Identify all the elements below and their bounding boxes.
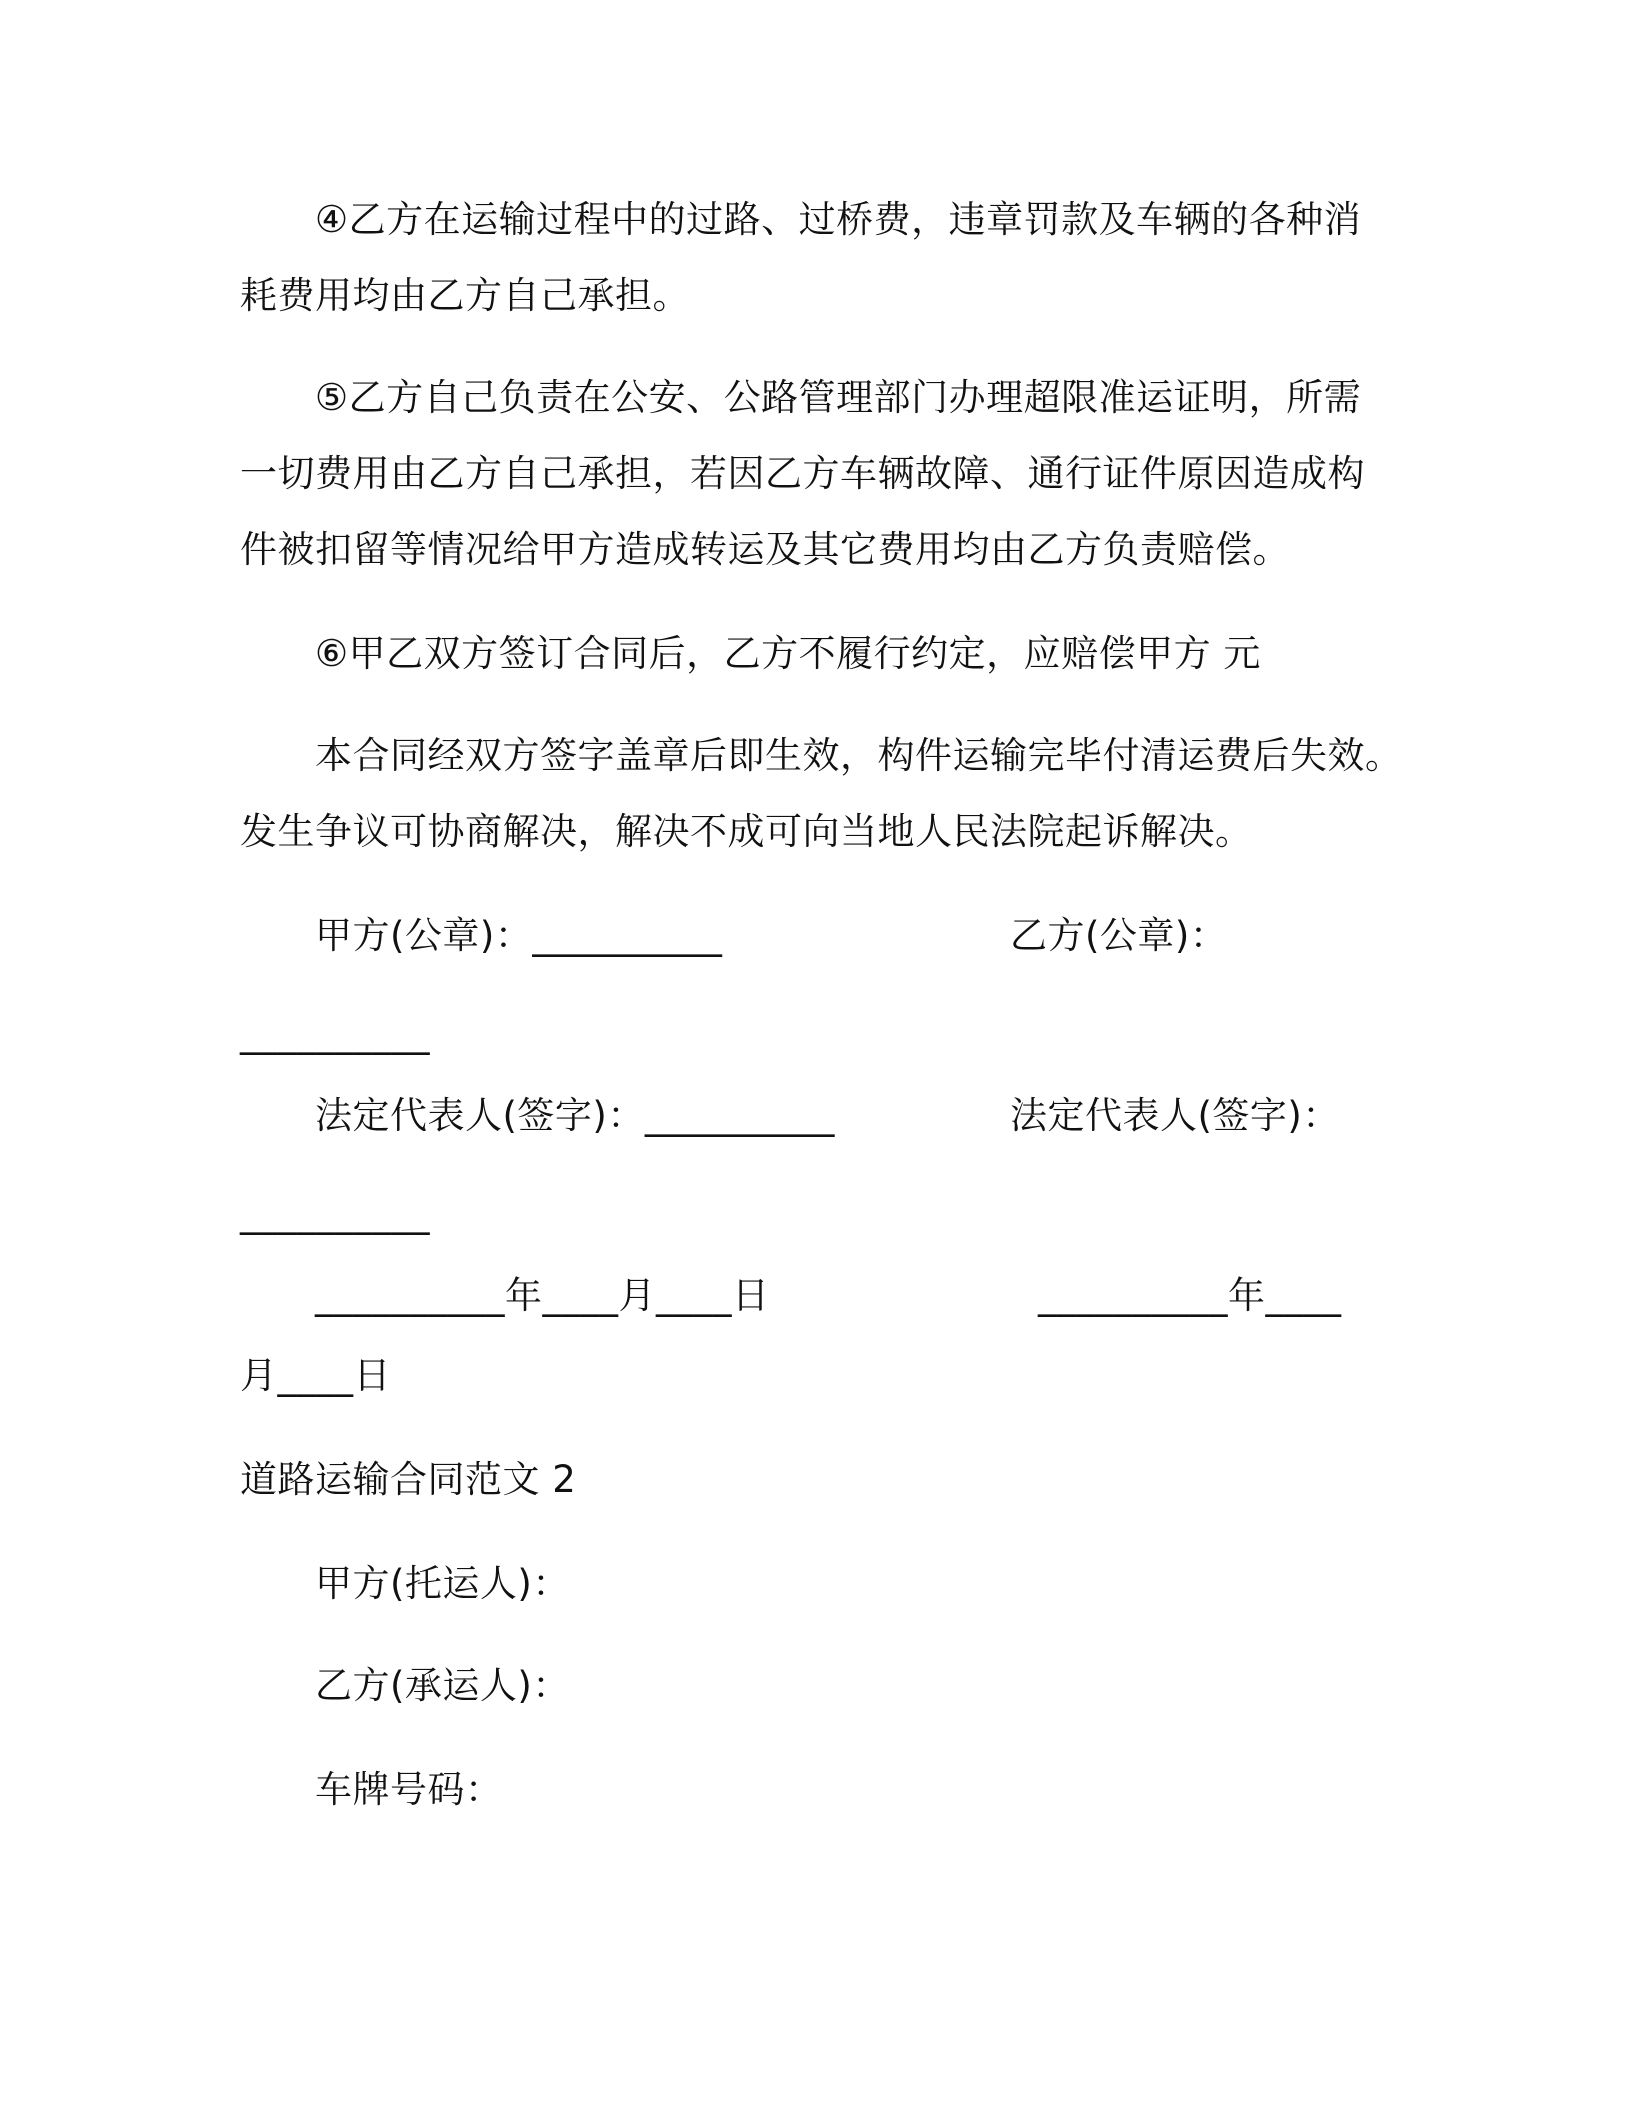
carrier-label: 乙方(承运人)：	[315, 1664, 570, 1707]
clause-6-line-1: ⑥甲乙双方签订合同后，乙方不履行约定，应赔偿甲方 元	[315, 632, 1261, 675]
party-b-seal-blank: __________	[240, 1012, 430, 1055]
clause-4-line-1: ④乙方在运输过程中的过路、过桥费，违章罚款及车辆的各种消	[315, 198, 1362, 241]
party-b-seal: 乙方(公章)：	[1010, 914, 1228, 957]
party-b-representative: 法定代表人(签字)：	[1010, 1094, 1340, 1137]
clause-4-line-2: 耗费用均由乙方自己承担。	[240, 274, 690, 317]
validity-line-2: 发生争议可协商解决，解决不成可向当地人民法院起诉解决。	[240, 810, 1253, 853]
clause-5-line-2: 一切费用由乙方自己承担，若因乙方车辆故障、通行证件原因造成构	[240, 452, 1365, 495]
party-a-representative: 法定代表人(签字)：__________	[315, 1094, 835, 1137]
clause-5-line-1: ⑤乙方自己负责在公安、公路管理部门办理超限准运证明，所需	[315, 376, 1362, 419]
clause-5-line-3: 件被扣留等情况给甲方造成转运及其它费用均由乙方负责赔偿。	[240, 528, 1290, 571]
party-a-date: __________年____月____日	[315, 1274, 770, 1317]
party-b-date: __________年____	[1038, 1274, 1342, 1317]
party-b-representative-blank: __________	[240, 1192, 430, 1235]
party-b-date-continued: 月____日	[240, 1354, 391, 1397]
plate-number-label: 车牌号码：	[315, 1768, 503, 1811]
sample-2-heading: 道路运输合同范文 2	[240, 1458, 577, 1501]
shipper-label: 甲方(托运人)：	[315, 1562, 570, 1605]
validity-line-1: 本合同经双方签字盖章后即生效，构件运输完毕付清运费后失效。	[315, 734, 1403, 777]
party-a-seal: 甲方(公章)：__________	[315, 914, 723, 957]
